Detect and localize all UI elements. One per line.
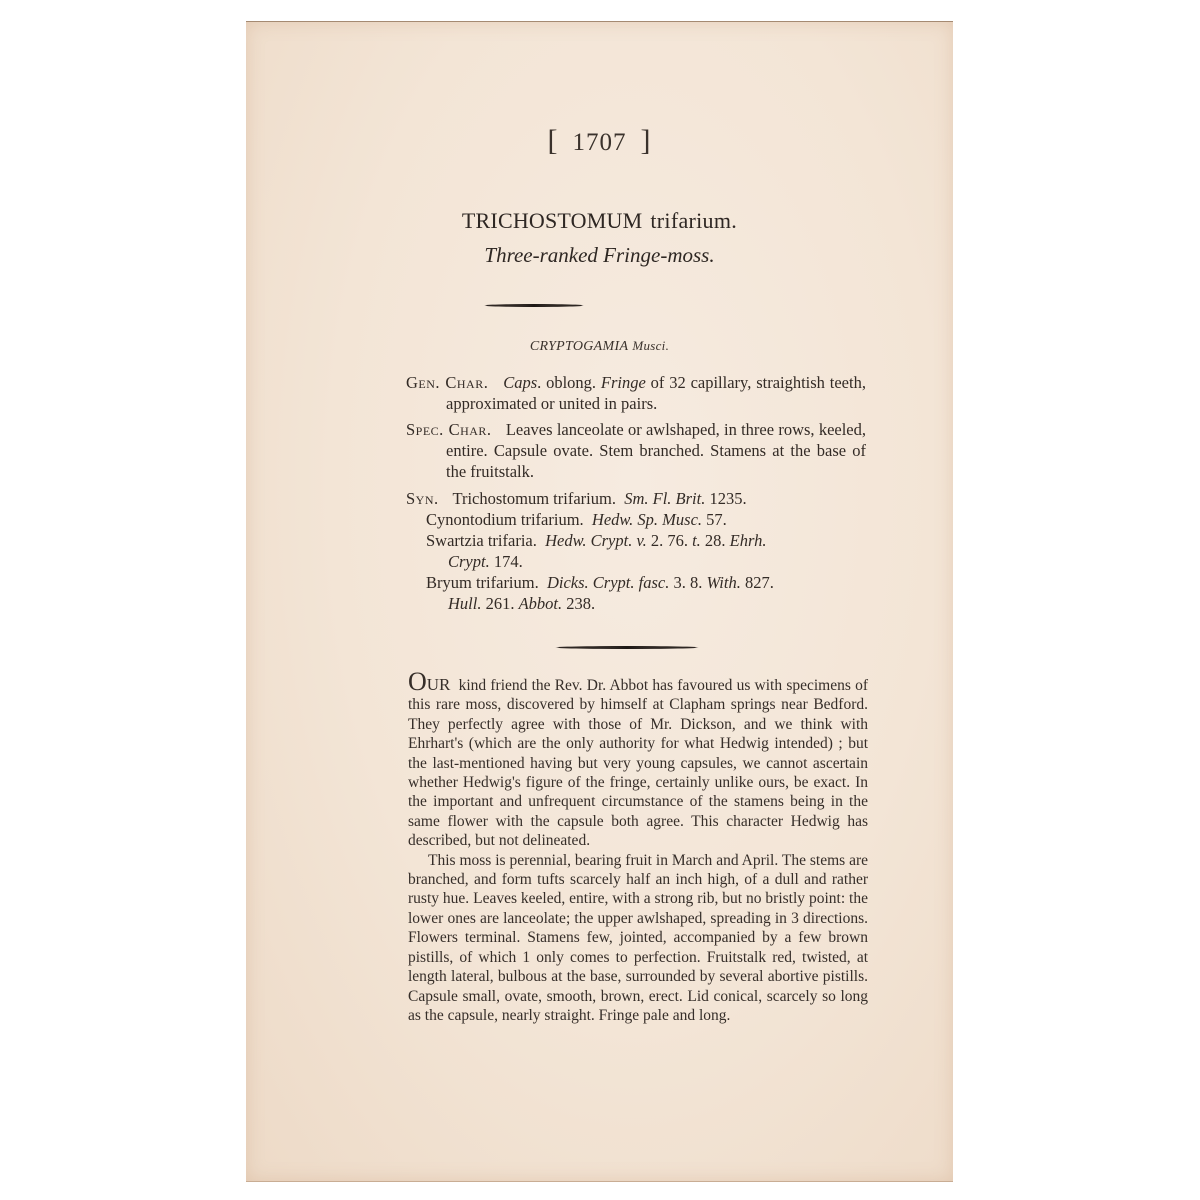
generic-character-label: Gen. Char. (406, 373, 489, 392)
bracket-open: [ (547, 124, 559, 157)
synonym-entry (406, 509, 866, 530)
synonym-ref: 174. (489, 552, 523, 571)
synonym-continuation (406, 593, 866, 614)
synonym-entry (406, 530, 866, 551)
order-name: Musci. (632, 338, 670, 353)
synonym-ref: 2. 76. (646, 531, 693, 550)
synonym-name: Swartzia trifaria. (426, 531, 537, 550)
synonymy (406, 488, 866, 614)
specific-character (406, 419, 866, 482)
gen-part-1: . oblong. (537, 373, 601, 392)
synonym-ref: 261. (481, 594, 519, 613)
class-name: CRYPTOGAMIA (529, 339, 629, 354)
synonym-name: Bryum trifarium. (426, 573, 539, 592)
ornamental-rule-top (484, 304, 584, 307)
species-epithet: trifarium. (650, 208, 738, 233)
synonym-ref: 238. (562, 594, 596, 613)
opening-smallcaps: UR (426, 675, 451, 694)
ornamental-rule-bottom (555, 646, 699, 649)
document-page (246, 21, 953, 1182)
synonym-ref: Hedw. Crypt. v. (545, 531, 647, 550)
synonym-ref: 1235. (705, 489, 747, 508)
synonym-ref: 28. (700, 531, 730, 550)
synonym-entry (406, 572, 866, 593)
classification (246, 338, 953, 355)
synonym-ref: Hedw. Sp. Musc. (591, 510, 703, 529)
paragraph-1-text: kind friend the Rev. Dr. Abbot has favoured us with specimens of this rare moss, discovered by himself at Clapham springs near Bedford. They perfectly agree with those of Mr. Dickson, and we think with Ehrhart's (which are the only authority for what Hedwig intended) ; but the last-mentioned having but very young capsules, we cannot ascertain whether Hedwig's figure of the fringe, certainly unlike ours, be exact. In the important and unfrequent circumstance of the stamens being in the same flower with the capsule both agree. This character Hedwig has described, but not delineated. (408, 677, 868, 850)
drop-cap: O (408, 667, 427, 696)
genus-name: TRICHOSTOMUM (461, 208, 643, 233)
page-number (246, 124, 953, 158)
synonym-ref: t. (692, 531, 701, 550)
common-name: Three-ranked Fringe-moss. (484, 243, 715, 267)
gen-part-0: Caps (503, 373, 538, 392)
synonym-name: Trichostomum trifarium. (452, 489, 616, 508)
paragraph-1 (408, 667, 868, 851)
description-body (408, 667, 868, 1025)
synonym-ref: Crypt. (448, 552, 490, 571)
specific-character-label: Spec. Char. (406, 420, 492, 439)
synonym-name: Cynontodium trifarium. (426, 510, 584, 529)
gen-part-3: of 32 capillary, straightish teeth, approximated or united in pairs. (446, 373, 866, 413)
synonym-ref: Sm. Fl. Brit. (624, 489, 706, 508)
synonym-ref: 3. 8. (669, 573, 707, 592)
page-number-value: 1707 (572, 129, 627, 156)
synonym-entry (406, 488, 866, 509)
specific-character-text: Leaves lanceolate or awlshaped, in three rows, keeled, entire. Capsule ovate. Stem branched. Stamens at the base of the fruitstalk. (446, 420, 866, 481)
synonym-continuation (406, 551, 866, 572)
synonym-label: Syn. (406, 489, 439, 508)
synonym-ref: 57. (702, 510, 727, 529)
generic-character (406, 372, 866, 414)
synonym-ref: Ehrh. (729, 531, 767, 550)
synonym-ref: Dicks. Crypt. fasc. (546, 573, 670, 592)
synonym-ref: 827. (740, 573, 774, 592)
paragraph-2: This moss is perennial, bearing fruit in March and April. The stems are branched, and form tufts scarcely half an inch high, of a dull and rather rusty hue. Leaves keeled, entire, with a strong rib, but no bristly point: the lower ones are lanceolate; the upper awlshaped, spreading in 3 directions. Flowers terminal. Stamens few, jointed, accompanied by a few brown pistills, of which 1 only comes to perfection. Fruitstalk red, twisted, at length lateral, bulbous at the base, surrounded by several abortive pistills. Capsule small, ovate, smooth, brown, erect. Lid conical, scarcely so long as the capsule, nearly straight. Fringe pale and long. (408, 851, 868, 1024)
species-title (246, 208, 953, 234)
bracket-close: ] (640, 124, 652, 157)
synonym-ref: Abbot. (518, 594, 563, 613)
synonym-ref: With. (706, 573, 741, 592)
synonym-ref: Hull. (448, 594, 482, 613)
gen-part-2: Fringe (600, 373, 646, 392)
